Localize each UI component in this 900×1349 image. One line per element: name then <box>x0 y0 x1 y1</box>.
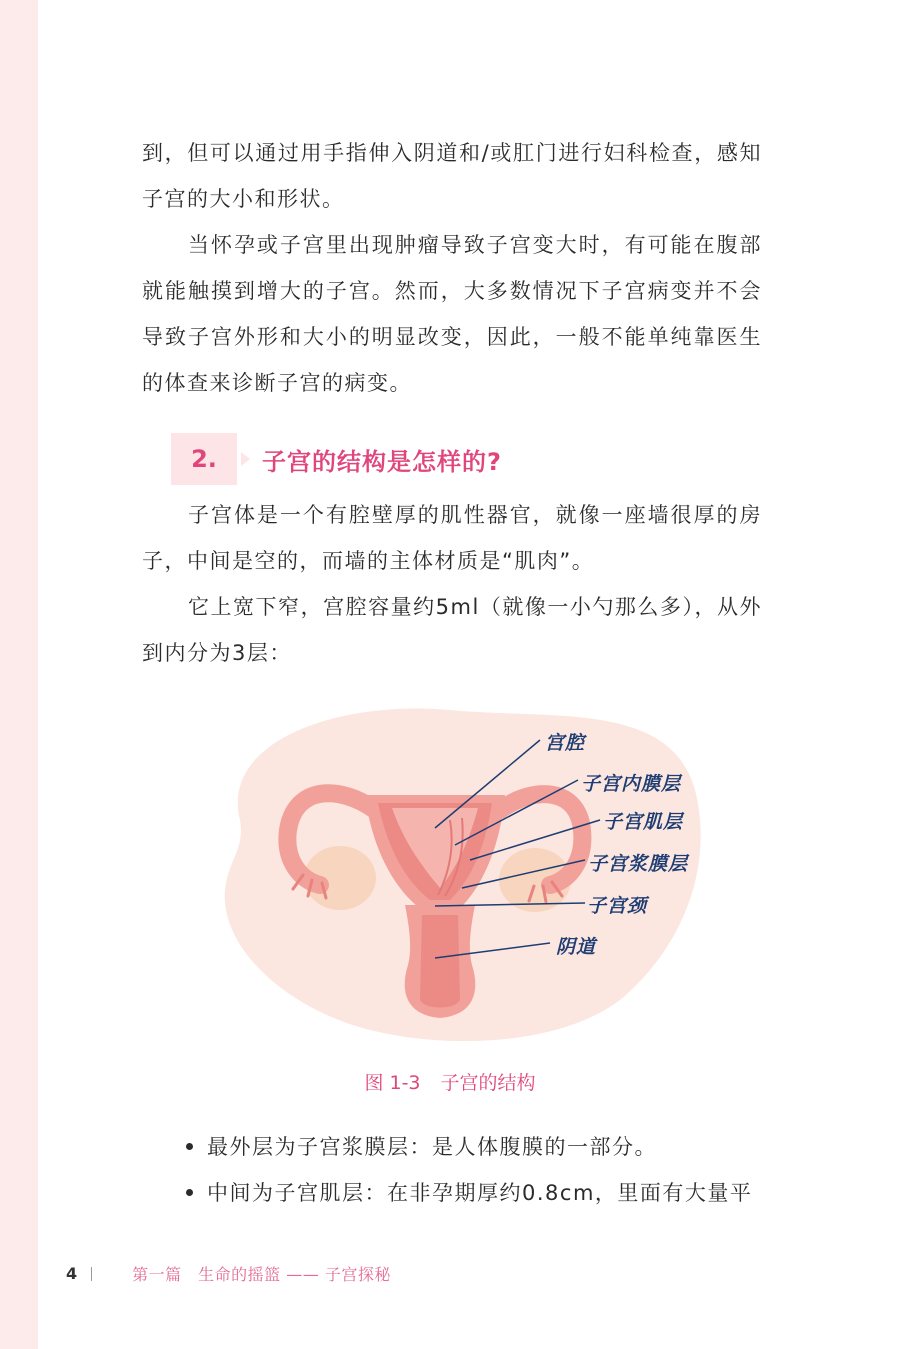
margin-strip <box>0 0 38 1349</box>
section-number: 2. <box>171 433 237 485</box>
list-item <box>186 1124 766 1170</box>
paragraph-2: 当怀孕或子宫里出现肿瘤导致子宫变大时，有可能在腹部就能触摸到增大的子宫。然而，大多数情况下子宫病变并不会导致子宫外形和大小的明显改变，因此，一般不能单纯靠医生的体查来诊断子宫的病变。 <box>142 233 762 395</box>
label-endometrium: 子宫内膜层 <box>581 773 682 795</box>
label-vagina: 阴道 <box>556 936 597 958</box>
caption-number: 图 1-3 <box>364 1072 421 1094</box>
label-serosa: 子宫浆膜层 <box>588 853 689 875</box>
label-uterine-cavity: 宫腔 <box>545 732 586 754</box>
bullet-text-2: 中间为子宫肌层：在非孕期厚约0.8cm，里面有大量平 <box>207 1181 753 1205</box>
paragraph-4: 它上宽下窄，宫腔容量约5ml（就像一小勺那么多），从外到内分为3层： <box>142 595 762 665</box>
paragraph-3: 子宫体是一个有腔壁厚的肌性器官，就像一座墙很厚的房子，中间是空的，而墙的主体材质是“肌肉”。 <box>142 503 762 573</box>
running-header: 第一篇 生命的摇篮 —— 子宫探秘 <box>132 1265 391 1284</box>
section-arrow-icon <box>241 452 250 466</box>
label-myometrium: 子宫肌层 <box>603 811 684 833</box>
section-title: 子宫的结构是怎样的? <box>262 447 502 476</box>
caption-title: 子宫的结构 <box>440 1072 536 1094</box>
footer-divider <box>91 1267 92 1281</box>
uterus-figure <box>200 700 720 1050</box>
page-number: 4 <box>66 1264 78 1283</box>
figure-caption <box>0 1068 900 1095</box>
paragraph-1: 到，但可以通过用手指伸入阴道和/或肛门进行妇科检查，感知子宫的大小和形状。 <box>142 141 762 211</box>
list-item <box>186 1170 766 1216</box>
page-footer <box>66 1262 391 1285</box>
section-heading <box>171 433 502 485</box>
bullet-icon <box>186 1189 193 1196</box>
label-cervix: 子宫颈 <box>587 895 648 917</box>
bullet-text-1: 最外层为子宫浆膜层：是人体腹膜的一部分。 <box>207 1135 657 1159</box>
bullet-icon <box>186 1143 193 1150</box>
